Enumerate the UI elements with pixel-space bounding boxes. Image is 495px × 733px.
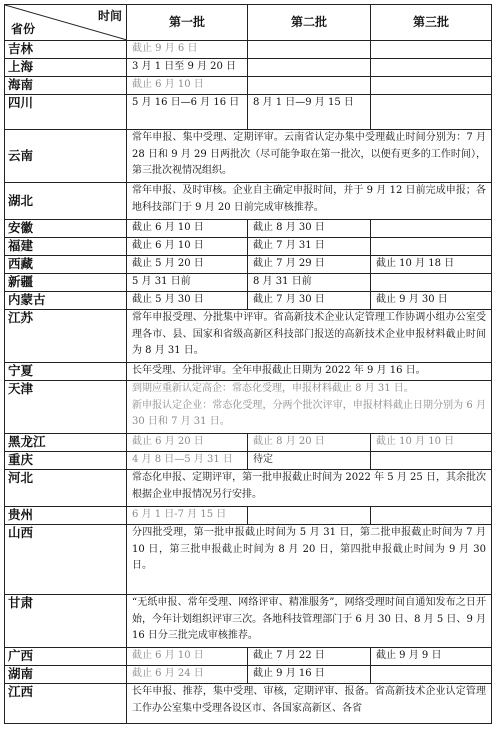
table-row — [5, 220, 492, 238]
jiangsu-note: 常年申报受理、分批集中评审。省高新技术企业认定管理工作协调小组办公室受理各市、县、国家和省级高新区科技部门报送的高新技术企业申报材料截止时间为 8 月 31 日。 — [127, 310, 492, 363]
province-ningxia: 宁夏 — [5, 363, 127, 381]
table-row — [5, 595, 492, 648]
xizang-batch-2: 截止 7 月 29 日 — [248, 256, 371, 274]
province-heilongjiang: 黑龙江 — [5, 434, 127, 452]
province-fujian: 福建 — [5, 238, 127, 256]
table-row — [5, 470, 492, 507]
table-row — [5, 292, 492, 310]
heilongjiang-batch-1: 截止 6 月 20 日 — [127, 434, 248, 452]
table-row — [5, 274, 492, 292]
province-shanghai: 上海 — [5, 59, 127, 77]
hubei-note: 常年申报、及时审核。企业自主确定申报时间，并于 9 月 12 日前完成申报；各地科技部门于 9 月 20 日前完成审核推荐。 — [127, 183, 492, 220]
anhui-batch-2: 截止 8 月 30 日 — [248, 220, 371, 238]
jilin-batch-1: 截止 9 月 6 日 — [127, 41, 248, 59]
table-row — [5, 434, 492, 452]
jilin-batch-2 — [248, 41, 371, 59]
chongqing-batch-3 — [371, 452, 492, 470]
guizhou-batch-3 — [371, 507, 492, 525]
province-yunnan: 云南 — [5, 130, 127, 183]
tianjin-note-new: 新申报认定企业：常态化受理，分两个批次评审，申报材料截止日期分别为 6 月 30 日和 7 月 31 日。 — [132, 399, 486, 427]
table-row — [5, 41, 492, 59]
guizhou-batch-2 — [248, 507, 371, 525]
hebei-note: 常态化申报、定期评审，第一批申报截止时间为 2022 年 5 月 25 日，其余批次根据企业申报情况另行安排。 — [127, 470, 492, 507]
table-row — [5, 183, 492, 220]
table-row — [5, 666, 492, 684]
province-hebei: 河北 — [5, 470, 127, 507]
fujian-batch-3 — [371, 238, 492, 256]
table-row — [5, 59, 492, 77]
province-anhui: 安徽 — [5, 220, 127, 238]
fujian-batch-1: 截止 6 月 10 日 — [127, 238, 248, 256]
guizhou-batch-1: 6 月 1 日-7 月 15 日 — [127, 507, 248, 525]
heilongjiang-batch-2: 截止 8 月 20 日 — [248, 434, 371, 452]
shanxi-note: 分四批受理，第一批申报截止时间为 5 月 31 日，第二批申报截止时间为 7 月 10 日，第三批申报截止时间为 8 月 20 日，第四批申报截止时间为 9 月 30 日。 — [127, 525, 492, 595]
xinjiang-batch-3 — [371, 274, 492, 292]
table-row — [5, 525, 492, 595]
tianjin-note — [127, 381, 492, 434]
neimenggu-batch-2: 截止 7 月 30 日 — [248, 292, 371, 310]
header-time-label: 时间 — [97, 9, 122, 23]
table-row — [5, 310, 492, 363]
sichuan-batch-1: 5 月 16 日—6 月 16 日 — [127, 95, 248, 130]
table-row — [5, 684, 492, 724]
shanghai-batch-1: 3 月 1 日至 9 月 20 日 — [127, 59, 248, 77]
hunan-batch-1: 截止 6 月 24 日 — [127, 666, 248, 684]
gansu-note: “无纸申报、常年受理、网络评审、精准服务”，网络受理时间自通知发布之日开始，今年计划组织评审三次。各地科技管理部门于 6 月 30 日、8 月 5 日、9 月 16 日分三批完成审核推荐。 — [127, 595, 492, 648]
province-chongqing: 重庆 — [5, 452, 127, 470]
ningxia-note: 长年受理、分批评审。全年申报截止日期为 2022 年 9 月 16 日。 — [127, 363, 492, 381]
tianjin-note-renewal: 到期应重新认定高企：常态化受理，申报材料截止 8 月 31 日。 — [132, 383, 414, 394]
guangxi-batch-2: 截止 7 月 22 日 — [248, 648, 371, 666]
header-batch-2: 第二批 — [248, 5, 371, 41]
province-hainan: 海南 — [5, 77, 127, 95]
province-gansu: 甘肃 — [5, 595, 127, 648]
sichuan-batch-2: 8 月 1 日—9 月 15 日 — [248, 95, 371, 130]
hainan-batch-2 — [248, 77, 371, 95]
guangxi-batch-3: 截止 9 月 9 日 — [371, 648, 492, 666]
jilin-batch-3 — [371, 41, 492, 59]
xizang-batch-1: 截止 5 月 20 日 — [127, 256, 248, 274]
yunnan-note: 常年申报、集中受理、定期评审。云南省认定办集中受理截止时间分别为：7 月 28 日和 9 月 29 日两批次（尽可能争取在第一批次，以便有更多的工作时间），第三批次视情况组织。 — [127, 130, 492, 183]
anhui-batch-3 — [371, 220, 492, 238]
anhui-batch-1: 截止 6 月 10 日 — [127, 220, 248, 238]
province-jiangsu: 江苏 — [5, 310, 127, 363]
jiangxi-note: 长年申报、推荐，集中受理、审核，定期评审、报备。省高新技术企业认定管理工作办公室集中受理各设区市、各国家高新区、各省 — [127, 684, 492, 724]
hunan-batch-2: 截止 9 月 16 日 — [248, 666, 371, 684]
header-batch-3: 第三批 — [371, 5, 492, 41]
table-row — [5, 648, 492, 666]
header-province-label: 省份 — [11, 21, 36, 36]
table-row — [5, 130, 492, 183]
chongqing-batch-2: 待定 — [248, 452, 371, 470]
table-row — [5, 363, 492, 381]
table-row — [5, 507, 492, 525]
province-guizhou: 贵州 — [5, 507, 127, 525]
province-guangxi: 广西 — [5, 648, 127, 666]
deadline-table — [4, 4, 492, 724]
table-row — [5, 381, 492, 434]
province-xizang: 西藏 — [5, 256, 127, 274]
neimenggu-batch-3: 截止 9 月 30 日 — [371, 292, 492, 310]
province-jilin: 吉林 — [5, 41, 127, 59]
province-hunan: 湖南 — [5, 666, 127, 684]
shanghai-batch-2 — [248, 59, 371, 77]
province-jiangxi: 江西 — [5, 684, 127, 724]
hunan-batch-3 — [371, 666, 492, 684]
table-row — [5, 238, 492, 256]
xinjiang-batch-2: 8 月 31 日前 — [248, 274, 371, 292]
table-row — [5, 256, 492, 274]
heilongjiang-batch-3: 截止 10 月 10 日 — [371, 434, 492, 452]
hainan-batch-3 — [371, 77, 492, 95]
neimenggu-batch-1: 截止 5 月 30 日 — [127, 292, 248, 310]
guangxi-batch-1: 截止 6 月 10 日 — [127, 648, 248, 666]
province-tianjin: 天津 — [5, 381, 127, 434]
xizang-batch-3: 截止 10 月 18 日 — [371, 256, 492, 274]
fujian-batch-2: 截止 7 月 31 日 — [248, 238, 371, 256]
shanghai-batch-3 — [371, 59, 492, 77]
sichuan-batch-3 — [371, 95, 492, 130]
hainan-batch-1: 截止 6 月 10 日 — [127, 77, 248, 95]
table-row — [5, 77, 492, 95]
table-row — [5, 95, 492, 130]
province-shanxi: 山西 — [5, 525, 127, 595]
province-xinjiang: 新疆 — [5, 274, 127, 292]
xinjiang-batch-1: 5 月 31 日前 — [127, 274, 248, 292]
province-hubei: 湖北 — [5, 183, 127, 220]
table-row — [5, 452, 492, 470]
province-sichuan: 四川 — [5, 95, 127, 130]
header-corner-cell — [5, 5, 127, 41]
province-neimenggu: 内蒙古 — [5, 292, 127, 310]
header-batch-1: 第一批 — [127, 5, 248, 41]
chongqing-batch-1: 4 月 8 日—5 月 31 日 — [127, 452, 248, 470]
